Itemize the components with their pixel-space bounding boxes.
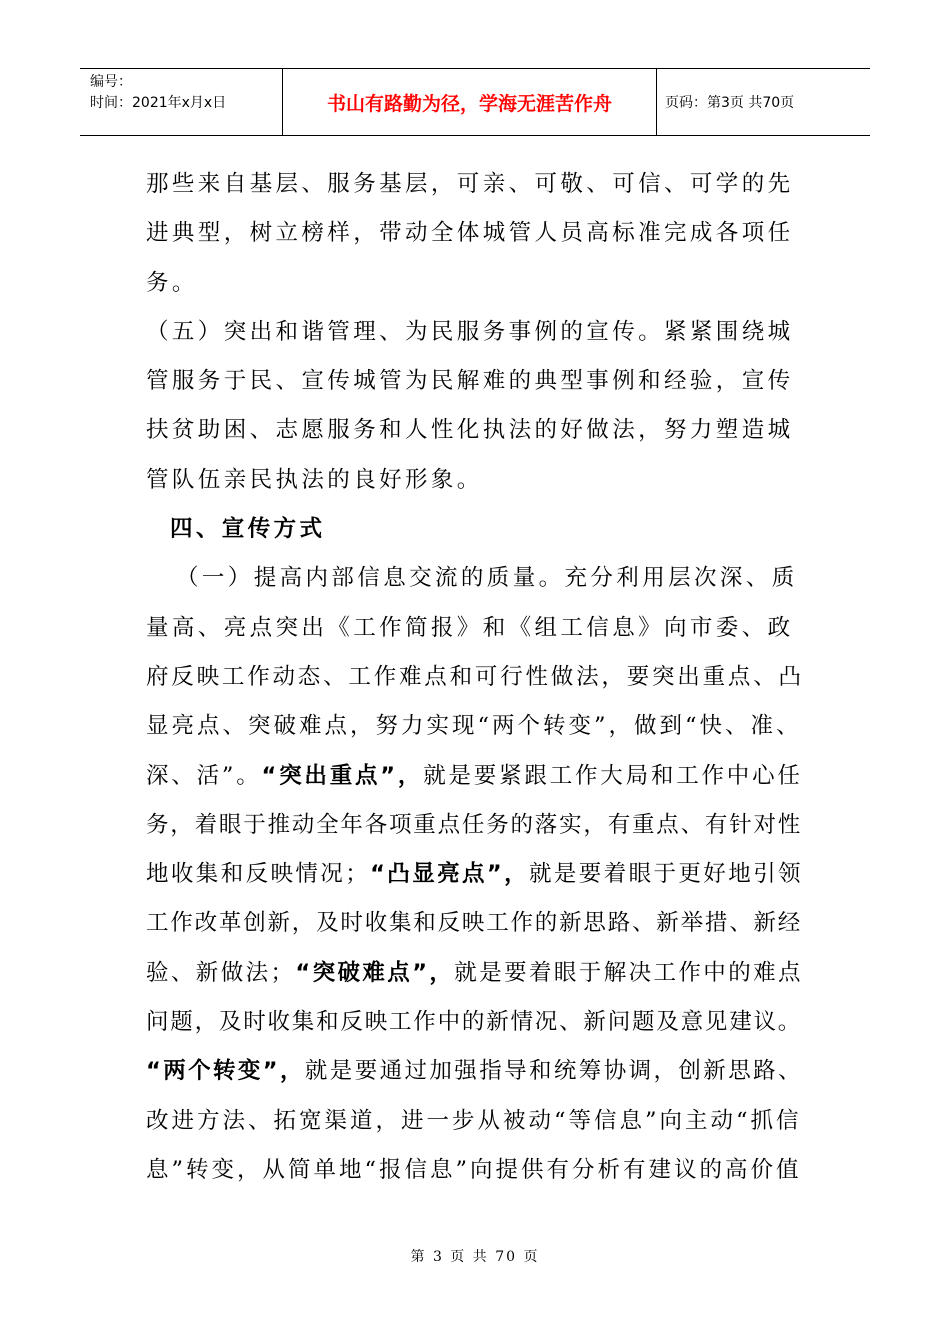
text-line — [146, 998, 806, 1047]
text-segment: 量高、亮点突出《工作简报》和《组工信息》向市委、政 — [146, 614, 794, 641]
text-line — [146, 949, 806, 998]
text-line — [146, 850, 806, 899]
text-segment: （一）提高内部信息交流的质量。充分利用层次深、质 — [176, 565, 798, 592]
text-segment: 扶贫助困、志愿服务和人性化执法的好做法，努力塑造城 — [146, 417, 794, 444]
text-segment: 深、活”。 — [146, 762, 262, 789]
bold-phrase: “突破难点”， — [295, 959, 455, 986]
bold-phrase: “突出重点”， — [261, 762, 424, 789]
header-meta — [80, 69, 283, 135]
page-footer: 第 3 页 共 70 页 — [410, 1249, 540, 1265]
text-line — [146, 456, 806, 505]
text-line — [146, 604, 806, 653]
text-line — [146, 1047, 806, 1096]
bold-phrase: “两个转变”， — [146, 1058, 305, 1085]
text-line — [146, 259, 806, 308]
text-segment: 进典型，树立榜样，带动全体城管人员高标准完成各项任 — [146, 220, 794, 247]
text-line — [146, 899, 806, 948]
text-line — [146, 653, 806, 702]
text-segment: （五）突出和谐管理、为民服务事例的宣传。紧紧围绕城 — [146, 318, 794, 345]
text-segment: 验、新做法； — [146, 959, 296, 986]
text-segment: 就是要着眼于更好地引领 — [529, 861, 803, 888]
text-segment: 问题，及时收集和反映工作中的新情况、新问题及意见建议。 — [146, 1009, 803, 1036]
text-segment: 改进方法、拓宽渠道，进一步从被动“等信息”向主动“抓信 — [146, 1107, 802, 1134]
document-body — [146, 160, 806, 1195]
text-segment: 显亮点、突破难点，努力实现“两个转变”，做到“快、准、 — [146, 713, 802, 740]
section-heading — [146, 505, 806, 554]
header-motto: 书山有路勤为径，学海无涯苦作舟 — [283, 69, 657, 135]
text-line — [146, 1097, 806, 1146]
text-segment: 务，着眼于推动全年各项重点任务的落实，有重点、有针对性 — [146, 811, 803, 838]
page-header — [80, 68, 870, 136]
bold-phrase: “凸显亮点”， — [370, 861, 529, 888]
number-label: 编号： — [90, 74, 132, 90]
text-line — [146, 801, 806, 850]
text-line — [146, 752, 806, 801]
text-segment: 务。 — [146, 269, 198, 296]
text-segment: 管服务于民、宣传城管为民解难的典型事例和经验，宣传 — [146, 368, 794, 395]
text-line — [146, 1146, 806, 1195]
header-page-info: 页码：第3页 共70页 — [665, 95, 795, 111]
text-line — [146, 357, 806, 406]
text-line — [146, 702, 806, 751]
text-line — [146, 209, 806, 258]
text-segment: 四、宣传方式 — [170, 516, 326, 543]
text-segment: 府反映工作动态、工作难点和可行性做法，要突出重点、凸 — [146, 663, 804, 690]
text-line — [146, 308, 806, 357]
text-segment: 息”转变，从简单地“报信息”向提供有分析有建议的高价值 — [146, 1156, 802, 1183]
text-line — [146, 160, 806, 209]
text-segment: 工作改革创新，及时收集和反映工作的新思路、新举措、新经 — [146, 910, 803, 937]
text-segment: 就是要紧跟工作大局和工作中心任 — [423, 762, 803, 789]
text-segment: 就是要通过加强指导和统筹协调，创新思路、 — [304, 1058, 803, 1085]
text-segment: 地收集和反映情况； — [146, 861, 371, 888]
text-segment: 那些来自基层、服务基层，可亲、可敬、可信、可学的先 — [146, 171, 794, 197]
time-label: 时间：2021年x月x日 — [90, 95, 227, 111]
text-line — [146, 554, 806, 603]
text-segment: 就是要着眼于解决工作中的难点 — [454, 959, 803, 986]
text-line — [146, 406, 806, 455]
text-segment: 管队伍亲民执法的良好形象。 — [146, 466, 483, 493]
